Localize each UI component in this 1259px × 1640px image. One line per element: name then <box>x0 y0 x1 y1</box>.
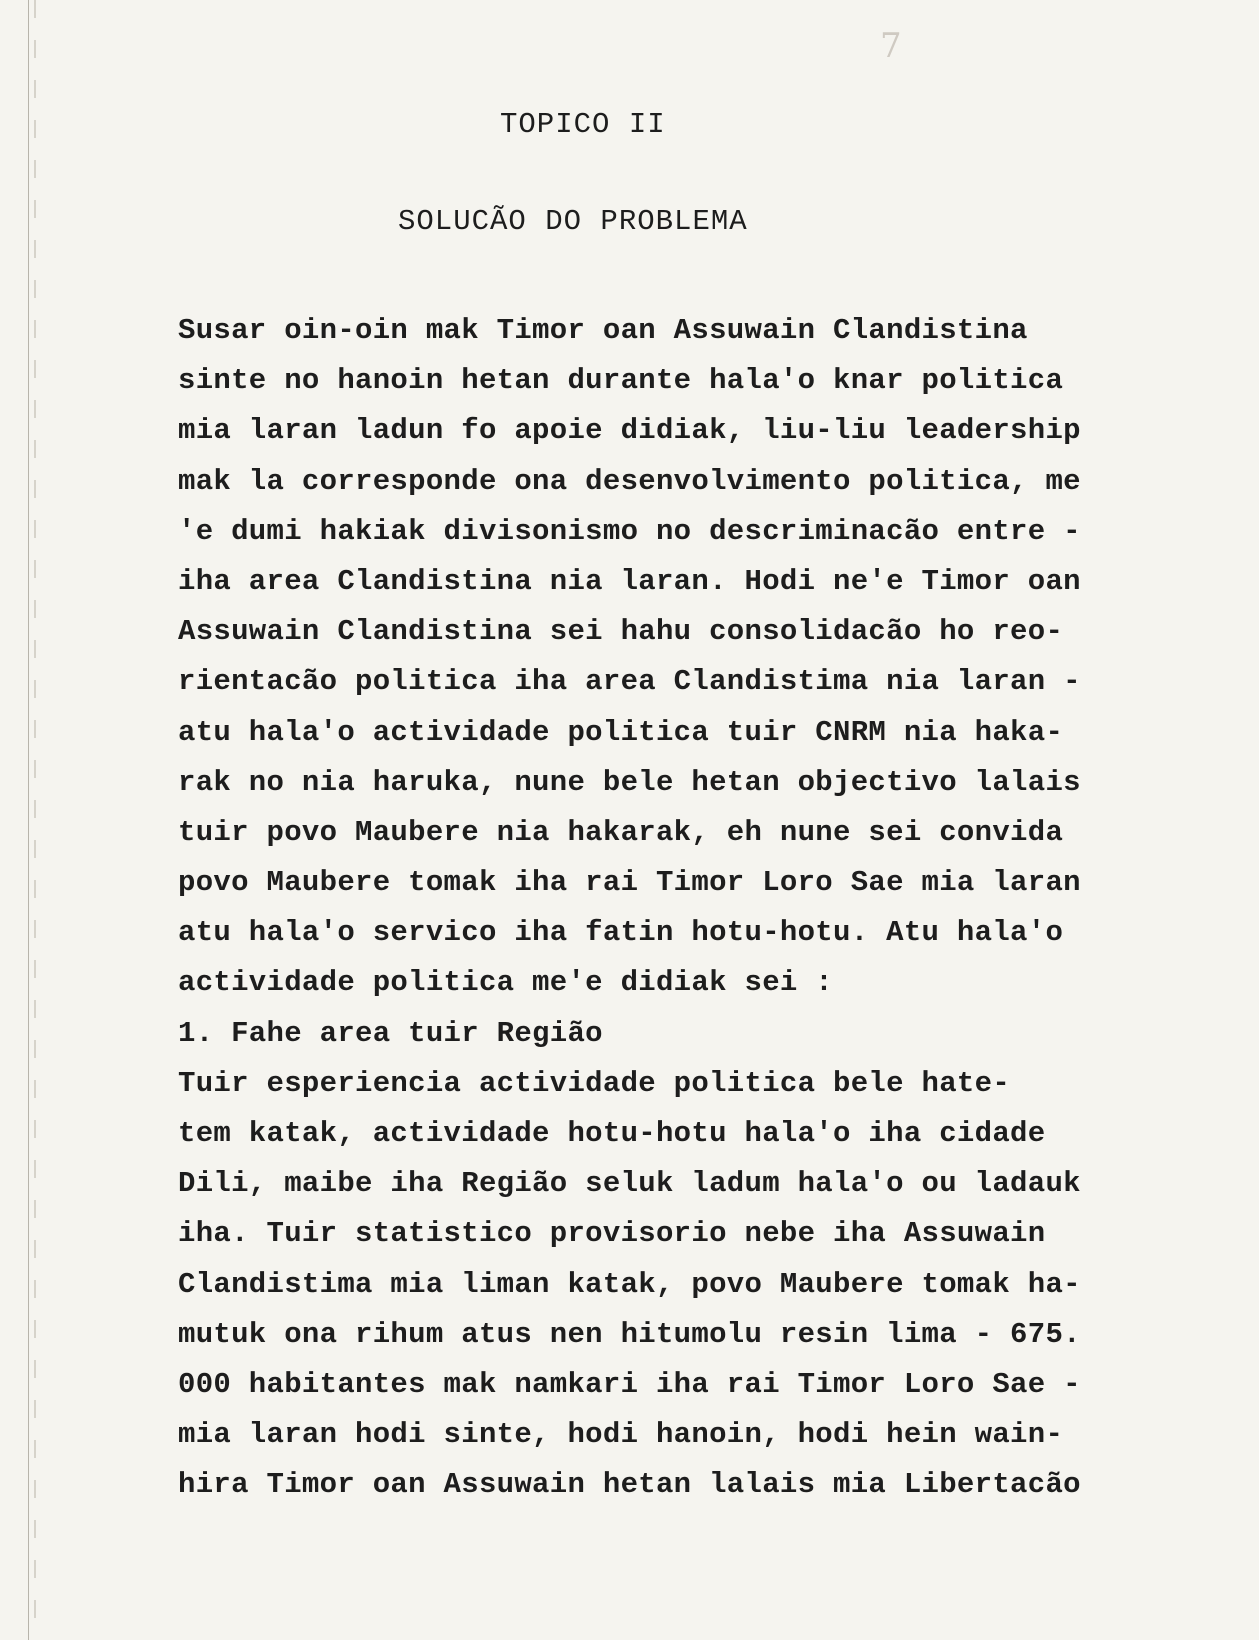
topic-heading: TOPICO II <box>500 108 666 141</box>
body-line: Dili, maibe iha Região seluk ladum hala'o ou ladauk <box>178 1167 1081 1201</box>
numbered-item: 1. Fahe area tuir Região <box>178 1016 603 1050</box>
document-body <box>178 306 1188 1511</box>
body-line: mia laran hodi sinte, hodi hanoin, hodi hein wain- <box>178 1418 1064 1452</box>
body-line: mak la corresponde ona desenvolvimento politica, me <box>178 464 1081 498</box>
binding-perforation <box>34 0 36 1640</box>
body-line: hira Timor oan Assuwain hetan lalais mia Libertacão <box>178 1468 1081 1502</box>
body-line: Assuwain Clandistina sei hahu consolidacão ho reo- <box>178 615 1064 649</box>
body-line: rak no nia haruka, nune bele hetan objectivo lalais <box>178 765 1081 799</box>
body-line: 'e dumi hakiak divisonismo no descriminacão entre - <box>178 514 1081 548</box>
body-line: Tuir esperiencia actividade politica bele hate- <box>178 1066 1011 1100</box>
page-number: 7 <box>880 26 902 66</box>
body-line: rientacão politica iha area Clandistima nia laran - <box>178 665 1081 699</box>
body-line: actividade politica me'e didiak sei : <box>178 966 834 1000</box>
body-line: iha area Clandistina nia laran. Hodi ne'e Timor oan <box>178 564 1081 598</box>
page-edge <box>28 0 29 1640</box>
body-line: tuir povo Maubere nia hakarak, eh nune sei convida <box>178 815 1064 849</box>
body-line: iha. Tuir statistico provisorio nebe iha Assuwain <box>178 1217 1046 1251</box>
body-line: atu hala'o servico iha fatin hotu-hotu. Atu hala'o <box>178 916 1064 950</box>
body-line: Susar oin-oin mak Timor oan Assuwain Clandistina <box>178 314 1028 347</box>
body-line: mia laran ladun fo apoie didiak, liu-liu leadership <box>178 414 1081 448</box>
body-line: atu hala'o actividade politica tuir CNRM nia haka- <box>178 715 1064 749</box>
body-line: tem katak, actividade hotu-hotu hala'o iha cidade <box>178 1117 1046 1150</box>
body-line: Clandistima mia liman katak, povo Maubere tomak ha- <box>178 1267 1081 1301</box>
body-line: 000 habitantes mak namkari iha rai Timor Loro Sae - <box>178 1367 1081 1401</box>
body-line: sinte no hanoin hetan durante hala'o knar politica <box>178 364 1064 398</box>
body-line: mutuk ona rihum atus nen hitumolu resin lima - 675. <box>178 1317 1081 1351</box>
body-line: povo Maubere tomak iha rai Timor Loro Sae mia laran <box>178 866 1081 900</box>
section-title: SOLUCÃO DO PROBLEMA <box>398 205 748 238</box>
